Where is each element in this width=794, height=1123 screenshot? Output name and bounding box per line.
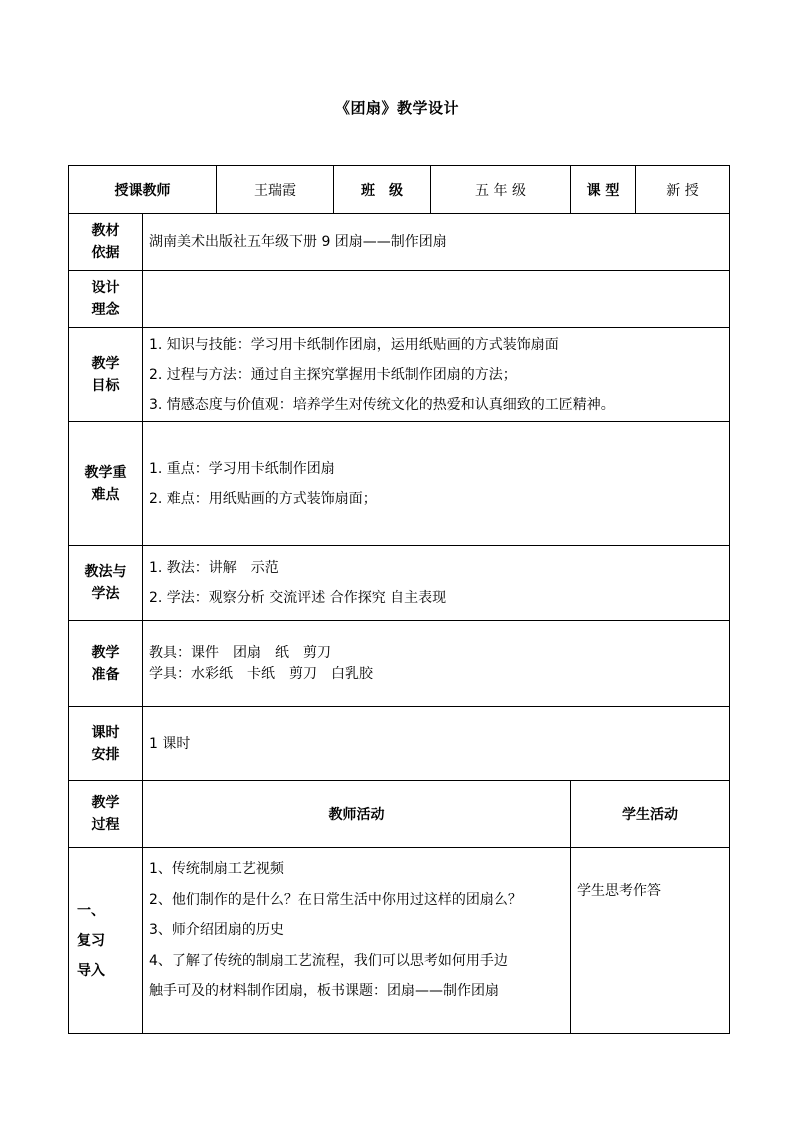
lesson-plan-table (68, 165, 730, 1034)
goals-row (69, 328, 730, 422)
time-content: 1 课时 (143, 707, 730, 781)
teacher-activity-item: 4、了解了传统的制扇工艺流程，我们可以思考如何用手边 (149, 952, 508, 969)
material-label: 教材 依据 (69, 214, 143, 271)
methods-content (143, 546, 730, 621)
class-value: 五 年 级 (431, 166, 571, 214)
goal-item: 3. 情感态度与价值观：培养学生对传统文化的热爱和认真细致的工匠精神。 (149, 396, 615, 413)
concept-row (69, 271, 730, 328)
keypoints-content (143, 422, 730, 546)
prep-row (69, 621, 730, 707)
teacher-activity-content (143, 848, 571, 1034)
prep-label: 教学 准备 (69, 621, 143, 707)
teacher-label: 授课教师 (69, 166, 217, 214)
type-value: 新 授 (636, 166, 730, 214)
process-stage-row (69, 848, 730, 1034)
goal-item: 2. 过程与方法：通过自主探究掌握用卡纸制作团扇的方法； (149, 366, 517, 383)
prep-item: 教具：课件 团扇 纸 剪刀 (149, 644, 331, 661)
goals-label: 教学 目标 (69, 328, 143, 422)
methods-label: 教法与 学法 (69, 546, 143, 621)
type-label: 课 型 (571, 166, 636, 214)
stage-label: 一、 复习 导入 (69, 848, 143, 1034)
class-label: 班 级 (334, 166, 431, 214)
keypoint-item: 2. 难点：用纸贴画的方式装饰扇面； (149, 490, 377, 507)
time-row (69, 707, 730, 781)
concept-content (143, 271, 730, 328)
page-title: 《团扇》教学设计 (334, 99, 459, 117)
methods-row (69, 546, 730, 621)
method-item: 2. 学法：观察分析 交流评述 合作探究 自主表现 (149, 590, 447, 606)
process-label: 教学 过程 (69, 781, 143, 848)
teacher-activity-item: 3、师介绍团扇的历史 (149, 922, 284, 938)
prep-item: 学具：水彩纸 卡纸 剪刀 白乳胶 (149, 665, 373, 682)
header-row (69, 166, 730, 214)
student-activity-header: 学生活动 (571, 781, 730, 848)
keypoint-item: 1. 重点：学习用卡纸制作团扇 (149, 460, 335, 477)
teacher-activity-item: 触手可及的材料制作团扇，板书课题：团扇——制作团扇 (149, 983, 499, 999)
prep-content (143, 621, 730, 707)
teacher-name: 王瑞霞 (217, 166, 334, 214)
teacher-activity-header: 教师活动 (143, 781, 571, 848)
method-item: 1. 教法：讲解 示范 (149, 560, 279, 576)
keypoints-label: 教学重 难点 (69, 422, 143, 546)
student-activity-content: 学生思考作答 (571, 848, 730, 1034)
keypoints-row (69, 422, 730, 546)
time-label: 课时 安排 (69, 707, 143, 781)
process-header-row (69, 781, 730, 848)
goal-item: 1. 知识与技能：学习用卡纸制作团扇，运用纸贴画的方式装饰扇面 (149, 336, 559, 353)
teacher-activity-item: 2、他们制作的是什么？在日常生活中你用过这样的团扇么？ (149, 891, 522, 908)
concept-label: 设计 理念 (69, 271, 143, 328)
material-content: 湖南美术出版社五年级下册 9 团扇——制作团扇 (143, 214, 730, 271)
material-row (69, 214, 730, 271)
goals-content (143, 328, 730, 422)
teacher-activity-item: 1、传统制扇工艺视频 (149, 861, 284, 877)
